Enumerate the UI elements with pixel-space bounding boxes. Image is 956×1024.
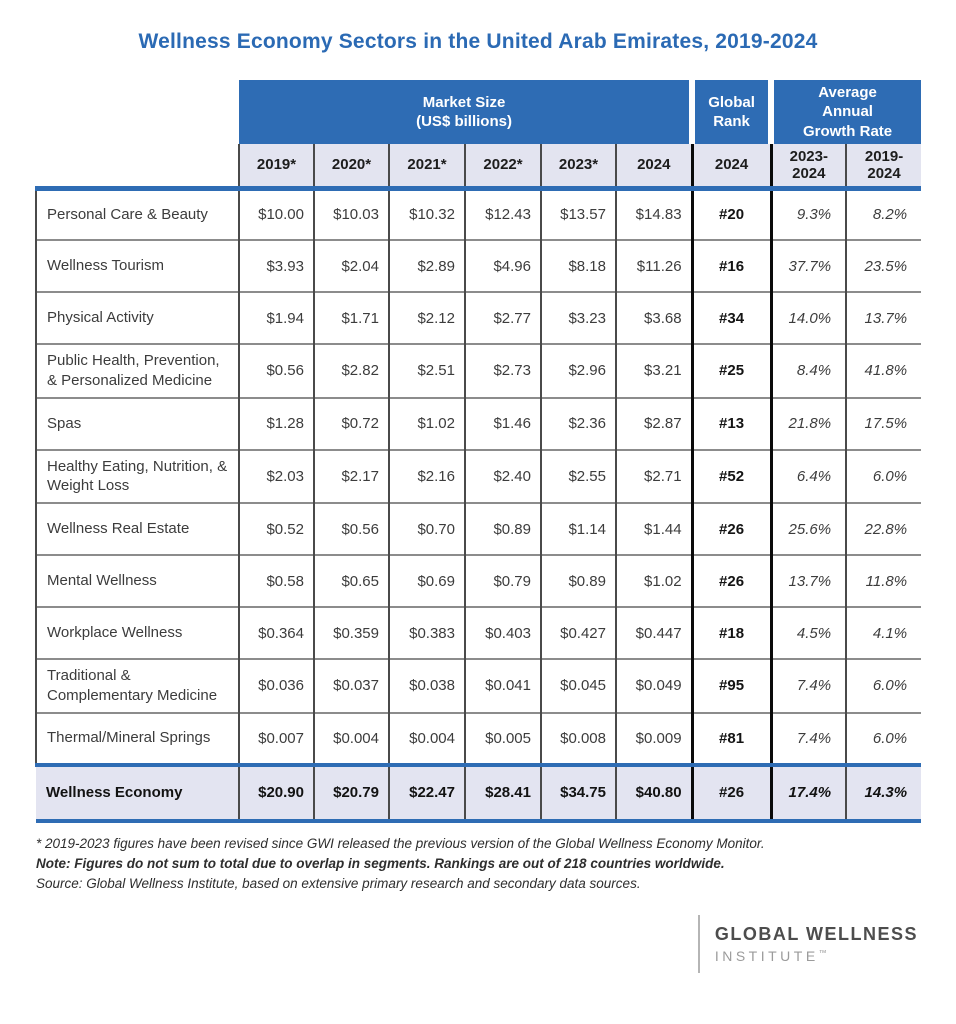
logo-segment-blue xyxy=(670,917,683,964)
table-row xyxy=(36,607,921,659)
market-size-cell: $1.71 xyxy=(314,292,389,344)
market-size-cell: $13.57 xyxy=(541,188,616,240)
market-size-cell: $12.43 xyxy=(465,188,541,240)
growth-rate-cell: 9.3% xyxy=(771,188,846,240)
logo-line1: GLOBAL WELLNESS xyxy=(714,923,918,944)
table-row xyxy=(36,555,921,607)
market-size-cell: $0.007 xyxy=(239,713,314,765)
growth-rate-cell: 14.0% xyxy=(771,292,846,344)
growth-rate-cell: 23.5% xyxy=(846,240,921,292)
market-size-cell: $0.56 xyxy=(314,503,389,555)
year-header-2023: 2023* xyxy=(541,144,616,188)
market-size-cell: $0.447 xyxy=(616,607,692,659)
logo-line2: INSTITUTE™ xyxy=(714,947,827,964)
global-rank-cell: #26 xyxy=(692,503,771,555)
market-size-cell: $2.12 xyxy=(389,292,465,344)
market-size-cell: $11.26 xyxy=(616,240,692,292)
market-size-cell: $0.036 xyxy=(239,659,314,713)
market-size-cell: $0.52 xyxy=(239,503,314,555)
sector-name-cell: Wellness Real Estate xyxy=(36,503,239,555)
growth-rate-cell: 21.8% xyxy=(771,398,846,450)
market-size-cell: $0.049 xyxy=(616,659,692,713)
trademark-symbol: ™ xyxy=(818,947,827,957)
logo-segment-teal xyxy=(629,944,651,964)
gwi-logo xyxy=(0,915,918,973)
market-size-cell: $1.02 xyxy=(616,555,692,607)
market-size-cell: $20.79 xyxy=(314,765,389,821)
group-header-row xyxy=(36,80,921,144)
growth-rate-cell: 8.4% xyxy=(771,344,846,398)
total-row xyxy=(36,765,921,821)
global-rank-cell: #26 xyxy=(692,765,771,821)
market-size-cell: $2.73 xyxy=(465,344,541,398)
market-size-cell: $22.47 xyxy=(389,765,465,821)
growth-rate-group-header xyxy=(771,80,921,144)
sector-name-cell: Spas xyxy=(36,398,239,450)
table-row xyxy=(36,503,921,555)
market-size-cell: $0.037 xyxy=(314,659,389,713)
market-size-cell: $1.28 xyxy=(239,398,314,450)
year-header-row xyxy=(36,144,921,188)
market-size-cell: $0.427 xyxy=(541,607,616,659)
growth-rate-cell: 4.5% xyxy=(771,607,846,659)
global-rank-cell: #18 xyxy=(692,607,771,659)
growth-rate-cell: 11.8% xyxy=(846,555,921,607)
growth-rate-cell: 17.5% xyxy=(846,398,921,450)
market-size-cell: $1.14 xyxy=(541,503,616,555)
sector-name-cell: Mental Wellness xyxy=(36,555,239,607)
growth-rate-cell: 25.6% xyxy=(771,503,846,555)
sector-name-cell: Physical Activity xyxy=(36,292,239,344)
growth-rate-cell: 6.4% xyxy=(771,450,846,504)
growth-header-2019-2024: 2019- 2024 xyxy=(846,144,921,188)
global-rank-cell: #26 xyxy=(692,555,771,607)
footnote-note: Note: Figures do not sum to total due to overlap in segments. Rankings are out of 218 countries worldwide. xyxy=(36,856,725,872)
group-header-spacer xyxy=(36,80,239,144)
market-size-cell: $0.008 xyxy=(541,713,616,765)
sector-name-cell: Healthy Eating, Nutrition, & Weight Loss xyxy=(36,450,239,504)
sector-name-cell: Public Health, Prevention, & Personalized Medicine xyxy=(36,344,239,398)
sector-name-cell: Thermal/Mineral Springs xyxy=(36,713,239,765)
year-header-2021: 2021* xyxy=(389,144,465,188)
market-size-cell: $0.70 xyxy=(389,503,465,555)
logo-divider xyxy=(698,915,700,973)
logo-segment-red xyxy=(653,959,668,969)
sector-name-cell: Personal Care & Beauty xyxy=(36,188,239,240)
market-size-cell: $0.89 xyxy=(465,503,541,555)
sector-name-cell: Workplace Wellness xyxy=(36,607,239,659)
year-header-spacer xyxy=(36,144,239,188)
market-size-cell: $0.56 xyxy=(239,344,314,398)
growth-rate-cell: 14.3% xyxy=(846,765,921,821)
global-rank-cell: #34 xyxy=(692,292,771,344)
market-size-cell: $20.90 xyxy=(239,765,314,821)
market-size-cell: $2.96 xyxy=(541,344,616,398)
global-rank-group-header: Global Rank xyxy=(692,80,771,144)
market-size-cell: $2.77 xyxy=(465,292,541,344)
market-size-cell: $2.04 xyxy=(314,240,389,292)
footnote-revision: * 2019-2023 figures have been revised since GWI released the previous version of the Global Wellness Economy Monitor. xyxy=(36,835,765,851)
market-size-cell: $0.004 xyxy=(314,713,389,765)
global-rank-cell: #81 xyxy=(692,713,771,765)
market-size-cell: $2.51 xyxy=(389,344,465,398)
market-size-cell: $0.005 xyxy=(465,713,541,765)
market-size-cell: $34.75 xyxy=(541,765,616,821)
growth-rate-cell: 17.4% xyxy=(771,765,846,821)
table-row xyxy=(36,292,921,344)
growth-rate-cell: 6.0% xyxy=(846,713,921,765)
market-size-cell: $0.65 xyxy=(314,555,389,607)
logo-segment-gray xyxy=(653,944,668,957)
market-size-cell: $0.58 xyxy=(239,555,314,607)
growth-rate-cell: 4.1% xyxy=(846,607,921,659)
market-size-cell: $1.02 xyxy=(389,398,465,450)
growth-rate-cell: 41.8% xyxy=(846,344,921,398)
table-row xyxy=(36,659,921,713)
market-size-cell: $0.69 xyxy=(389,555,465,607)
market-size-cell: $2.03 xyxy=(239,450,314,504)
growth-rate-cell: 8.2% xyxy=(846,188,921,240)
market-size-cell: $3.21 xyxy=(616,344,692,398)
global-rank-cell: #13 xyxy=(692,398,771,450)
growth-rate-cell: 22.8% xyxy=(846,503,921,555)
market-size-cell: $3.93 xyxy=(239,240,314,292)
market-size-cell: $2.40 xyxy=(465,450,541,504)
growth-rate-cell: 6.0% xyxy=(846,659,921,713)
logo-segment-purple xyxy=(629,917,654,942)
year-header-2024: 2024 xyxy=(616,144,692,188)
market-size-cell: $2.17 xyxy=(314,450,389,504)
year-header-2019: 2019* xyxy=(239,144,314,188)
growth-rate-cell: 6.0% xyxy=(846,450,921,504)
market-size-cell: $40.80 xyxy=(616,765,692,821)
market-size-cell: $0.359 xyxy=(314,607,389,659)
table-row xyxy=(36,240,921,292)
market-size-cell: $2.89 xyxy=(389,240,465,292)
market-size-cell: $1.46 xyxy=(465,398,541,450)
page-title: Wellness Economy Sectors in the United Arab Emirates, 2019-2024 xyxy=(138,30,818,53)
table-row xyxy=(36,188,921,240)
table-row xyxy=(36,450,921,504)
year-header-2020: 2020* xyxy=(314,144,389,188)
market-size-cell: $2.36 xyxy=(541,398,616,450)
growth-rate-cell: 13.7% xyxy=(846,292,921,344)
footnotes xyxy=(36,834,916,895)
market-size-cell: $3.23 xyxy=(541,292,616,344)
sector-name-cell: Wellness Tourism xyxy=(36,240,239,292)
growth-header-2023-2024: 2023- 2024 xyxy=(771,144,846,188)
market-size-cell: $0.364 xyxy=(239,607,314,659)
market-size-cell: $0.403 xyxy=(465,607,541,659)
market-size-cell: $0.038 xyxy=(389,659,465,713)
market-size-line1: Market Size xyxy=(422,93,506,111)
market-size-cell: $8.18 xyxy=(541,240,616,292)
footnote-source: Source: Global Wellness Institute, based on extensive primary research and secondary data sources. xyxy=(36,876,641,892)
market-size-cell: $10.03 xyxy=(314,188,389,240)
global-rank-cell: #25 xyxy=(692,344,771,398)
global-rank-cell: #16 xyxy=(692,240,771,292)
market-size-cell: $0.041 xyxy=(465,659,541,713)
table-row xyxy=(36,713,921,765)
market-size-cell: $2.16 xyxy=(389,450,465,504)
market-size-cell: $10.00 xyxy=(239,188,314,240)
market-size-cell: $0.045 xyxy=(541,659,616,713)
year-header-2022: 2022* xyxy=(465,144,541,188)
logo-segment-green xyxy=(656,917,668,942)
market-size-cell: $0.004 xyxy=(389,713,465,765)
market-size-cell: $28.41 xyxy=(465,765,541,821)
market-size-cell: $1.44 xyxy=(616,503,692,555)
market-size-cell: $3.68 xyxy=(616,292,692,344)
table-wrapper xyxy=(35,80,956,823)
growth-rate-label: Average Annual Growth Rate xyxy=(802,83,893,140)
growth-rate-cell: 13.7% xyxy=(771,555,846,607)
market-size-cell: $2.71 xyxy=(616,450,692,504)
market-size-cell: $2.55 xyxy=(541,450,616,504)
table-row xyxy=(36,398,921,450)
market-size-cell: $1.94 xyxy=(239,292,314,344)
market-size-cell: $14.83 xyxy=(616,188,692,240)
global-rank-cell: #95 xyxy=(692,659,771,713)
growth-rate-cell: 7.4% xyxy=(771,659,846,713)
table-row xyxy=(36,344,921,398)
global-rank-cell: #52 xyxy=(692,450,771,504)
market-size-cell: $2.82 xyxy=(314,344,389,398)
market-size-cell: $4.96 xyxy=(465,240,541,292)
global-rank-cell: #20 xyxy=(692,188,771,240)
market-size-cell: $0.72 xyxy=(314,398,389,450)
rank-year-header: 2024 xyxy=(692,144,771,188)
sector-name-cell: Traditional & Complementary Medicine xyxy=(36,659,239,713)
market-size-cell: $0.89 xyxy=(541,555,616,607)
growth-rate-cell: 37.7% xyxy=(771,240,846,292)
market-size-cell: $10.32 xyxy=(389,188,465,240)
logo-text xyxy=(715,924,918,964)
market-size-cell: $2.87 xyxy=(616,398,692,450)
market-size-line2: (US$ billions) xyxy=(416,113,512,130)
market-size-cell: $0.009 xyxy=(616,713,692,765)
market-size-cell: $0.383 xyxy=(389,607,465,659)
sector-name-cell: Wellness Economy xyxy=(36,765,239,821)
market-size-cell: $0.79 xyxy=(465,555,541,607)
growth-rate-cell: 7.4% xyxy=(771,713,846,765)
market-size-group-header xyxy=(239,80,692,144)
wellness-sectors-table xyxy=(35,80,921,823)
gwi-logo-mark-icon xyxy=(629,917,683,971)
table-body xyxy=(36,188,921,821)
